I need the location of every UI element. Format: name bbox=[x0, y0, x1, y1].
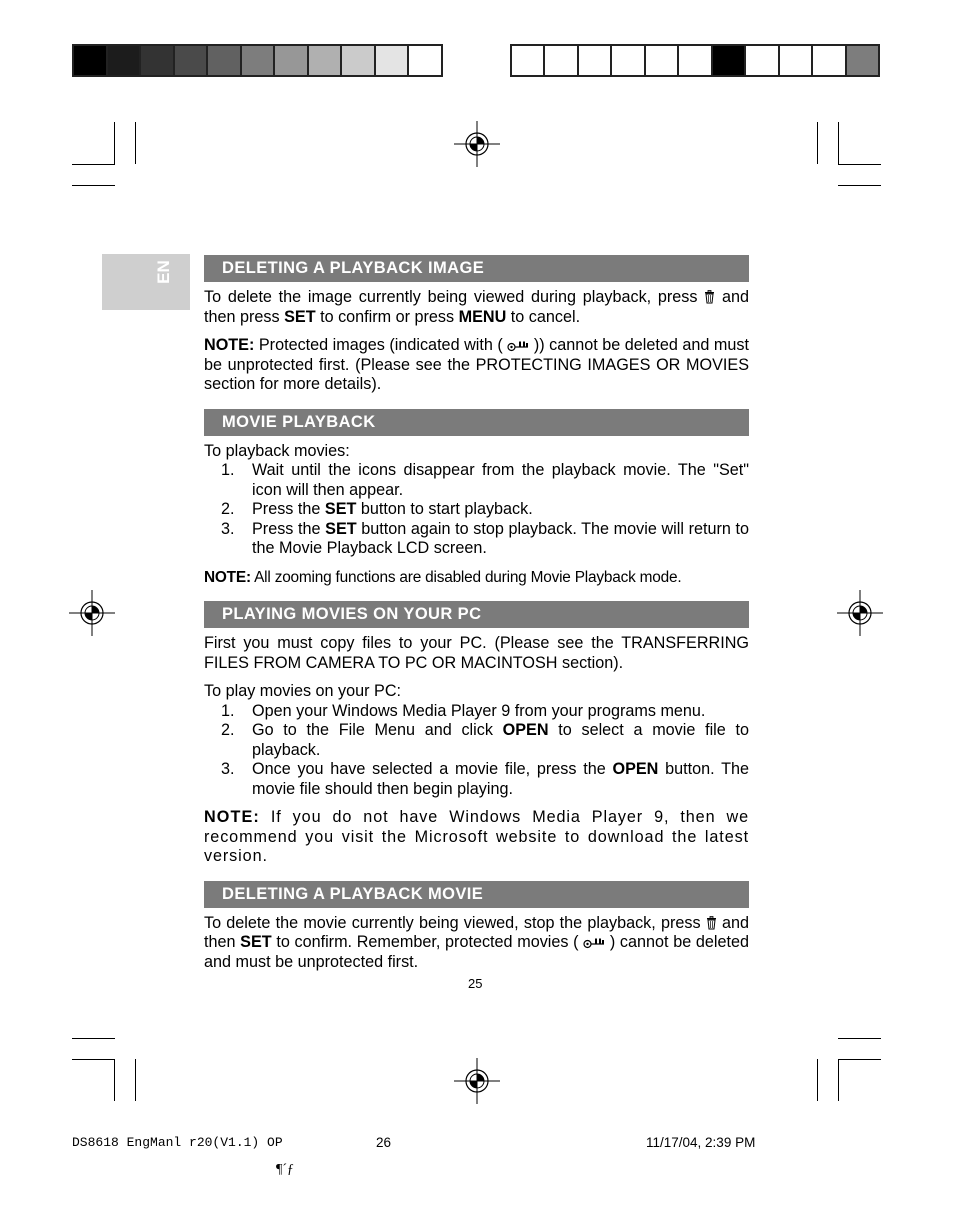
protect-key-icon bbox=[583, 937, 605, 949]
crop-mark bbox=[838, 1038, 881, 1039]
paragraph: To delete the movie currently being viewed, stop the playback, press and then SET to confirm. Remember, protected movies ( ) cannot be deleted and must be unprotected first. bbox=[204, 913, 749, 971]
paragraph: First you must copy files to your PC. (Please see the TRANSFERRING FILES FROM CAMERA TO PC OR MACINTOSH section). bbox=[204, 634, 749, 672]
color-bar-right bbox=[510, 44, 880, 77]
color-swatch bbox=[579, 46, 612, 75]
crop-mark bbox=[114, 1059, 115, 1101]
color-swatch bbox=[713, 46, 746, 75]
color-swatch bbox=[545, 46, 578, 75]
color-swatch bbox=[612, 46, 645, 75]
color-swatch bbox=[847, 46, 878, 75]
color-swatch bbox=[746, 46, 779, 75]
note: NOTE: Protected images (indicated with ( )) cannot be deleted and must be unprotected first. (Please see the PROTECTING IMAGES OR MOVIES section for more details). bbox=[204, 336, 749, 393]
section-heading: PLAYING MOVIES ON YOUR PC bbox=[204, 601, 749, 628]
crop-mark bbox=[135, 122, 136, 164]
crop-mark bbox=[72, 1038, 115, 1039]
note: NOTE: If you do not have Windows Media Player 9, then we recommend you visit the Microsoft website to download the latest version. bbox=[204, 808, 749, 865]
registration-mark-icon bbox=[837, 590, 883, 636]
footer-timestamp: 11/17/04, 2:39 PM bbox=[646, 1135, 756, 1150]
section-delete-movie bbox=[204, 881, 749, 973]
color-swatch bbox=[813, 46, 846, 75]
color-swatch bbox=[646, 46, 679, 75]
crop-mark bbox=[838, 122, 839, 164]
crop-mark bbox=[838, 1059, 881, 1060]
section-heading: DELETING A PLAYBACK MOVIE bbox=[204, 881, 749, 908]
registration-mark-icon bbox=[454, 121, 500, 167]
color-swatch bbox=[275, 46, 309, 75]
crop-mark bbox=[838, 164, 881, 165]
section-movie-playback bbox=[204, 409, 749, 588]
section-delete-image bbox=[204, 255, 749, 395]
list-item: 2. Press the SET button to start playback. bbox=[221, 500, 533, 518]
color-swatch bbox=[175, 46, 209, 75]
footer-sheet-number: 26 bbox=[376, 1135, 392, 1150]
crop-mark bbox=[72, 164, 115, 165]
footer-filename: DS8618 EngManl r20(V1.1) OP bbox=[72, 1135, 283, 1150]
color-swatch bbox=[376, 46, 410, 75]
registration-mark-icon bbox=[69, 590, 115, 636]
color-swatch bbox=[108, 46, 142, 75]
paragraph: To play movies on your PC: bbox=[204, 682, 402, 700]
list-item: 3. Press the SET button again to stop playback. The movie will return to the Movie Playback LCD screen. bbox=[221, 519, 749, 557]
list-item: 1. Wait until the icons disappear from the playback movie. The "Set" icon will then appear. bbox=[221, 461, 749, 499]
list-item: 1. Open your Windows Media Player 9 from your programs menu. bbox=[221, 701, 706, 720]
color-swatch bbox=[780, 46, 813, 75]
paragraph: To delete the image currently being viewed during playback, press and then press SET to confirm or press MENU to cancel. bbox=[204, 288, 749, 326]
color-swatch bbox=[242, 46, 276, 75]
color-swatch bbox=[141, 46, 175, 75]
registration-mark-icon bbox=[454, 1058, 500, 1104]
list-item: 3. Once you have selected a movie file, press the OPEN button. The movie file should then begin playing. bbox=[221, 760, 749, 798]
crop-mark bbox=[135, 1059, 136, 1101]
section-movies-on-pc bbox=[204, 601, 749, 867]
crop-mark bbox=[817, 1059, 818, 1101]
paragraph: To playback movies: bbox=[204, 441, 350, 460]
steps-list bbox=[204, 702, 749, 800]
language-tab-label: EN bbox=[154, 260, 173, 284]
crop-mark bbox=[838, 185, 881, 186]
color-swatch bbox=[409, 46, 441, 75]
color-swatch bbox=[679, 46, 712, 75]
crop-mark bbox=[72, 185, 115, 186]
language-tab bbox=[102, 254, 190, 310]
section-heading: DELETING A PLAYBACK IMAGE bbox=[204, 255, 749, 282]
page-number: 25 bbox=[468, 976, 483, 991]
page-content bbox=[204, 255, 749, 986]
footer-glyphs: ¶´ƒ bbox=[276, 1162, 295, 1177]
list-item: 2. Go to the File Menu and click OPEN to select a movie file to playback. bbox=[221, 721, 749, 759]
section-heading: MOVIE PLAYBACK bbox=[204, 409, 749, 436]
color-swatch bbox=[74, 46, 108, 75]
crop-mark bbox=[72, 1059, 115, 1060]
color-swatch bbox=[309, 46, 343, 75]
color-swatch bbox=[208, 46, 242, 75]
crop-mark bbox=[114, 122, 115, 164]
color-swatch bbox=[342, 46, 376, 75]
color-bar-left bbox=[72, 44, 443, 77]
steps-list bbox=[204, 461, 749, 559]
color-swatch bbox=[512, 46, 545, 75]
crop-mark bbox=[817, 122, 818, 164]
note: NOTE: All zooming functions are disabled during Movie Playback mode. bbox=[204, 568, 682, 586]
protect-key-icon bbox=[507, 340, 529, 352]
crop-mark bbox=[838, 1059, 839, 1101]
trash-icon bbox=[704, 290, 715, 304]
trash-icon bbox=[706, 916, 717, 930]
